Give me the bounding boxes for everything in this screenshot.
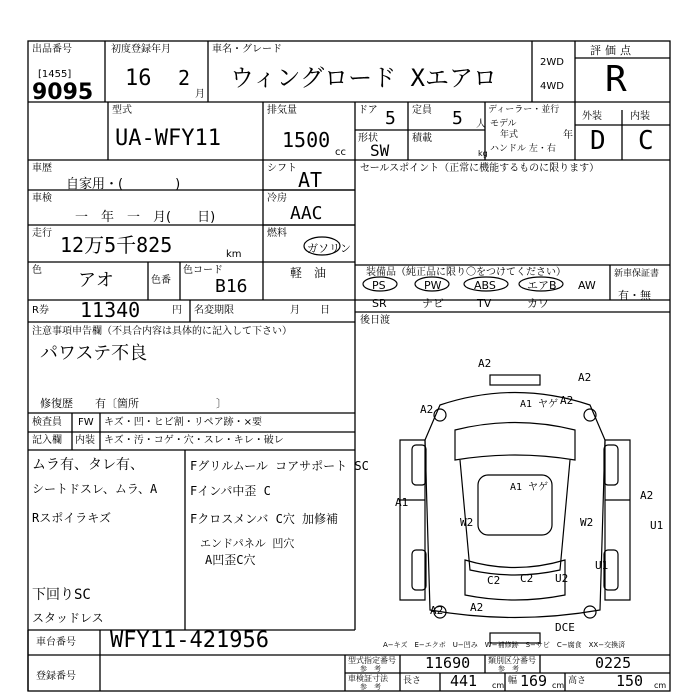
displacement-value: 1500 bbox=[282, 128, 331, 152]
inspector-label-2: 記入欄 bbox=[32, 435, 62, 446]
comment-right-4: エンドパネル 凹穴 bbox=[200, 537, 295, 550]
notes-value: パワステ不良 bbox=[40, 343, 148, 364]
diagram-legend: A−キズ E−エクボ U−凹み W−補修跡 S−サビ C−腐食 XX−交換済 bbox=[383, 641, 626, 649]
repair-label: 修復歴 有〔箇所 〕 bbox=[40, 397, 227, 410]
grade-value: R bbox=[605, 59, 627, 100]
car-diagram bbox=[400, 375, 630, 643]
category-ref: 参 考 bbox=[498, 665, 519, 673]
mark-a2-front-right: A2 bbox=[578, 371, 592, 384]
interior-value: C bbox=[638, 126, 654, 156]
sales-label: セールスポイント（正常に機能するものに限ります） bbox=[360, 163, 600, 174]
mark-u2-rear: U2 bbox=[555, 572, 569, 585]
ac-value: AAC bbox=[290, 203, 323, 224]
equip-abs: ABS bbox=[474, 279, 496, 292]
recycle-value: 11340 bbox=[80, 298, 141, 322]
bottom-left-1: 下回りSC bbox=[32, 587, 91, 603]
equip-pw: PW bbox=[424, 279, 442, 292]
warranty-value: 有・無 bbox=[618, 289, 651, 302]
ac-label: 冷房 bbox=[267, 193, 287, 204]
2wd: 2WD bbox=[540, 57, 564, 68]
aftermarket-label: 後日渡 bbox=[360, 315, 390, 326]
grade-label: 評価点 bbox=[590, 44, 635, 57]
mark-a1-hood: A1 ヤゲ bbox=[520, 399, 559, 410]
year-unit: 年 bbox=[563, 130, 573, 141]
height-label: 高さ bbox=[568, 676, 587, 686]
car-name-value: ウィングロード Xエアロ bbox=[230, 64, 497, 92]
handle-label: ハンドル 左・右 bbox=[490, 144, 556, 154]
car-name-label: 車名・グレード bbox=[212, 44, 282, 55]
mileage-value: 12万5千825 bbox=[60, 233, 173, 257]
comment-right-5: A凹歪C穴 bbox=[205, 553, 256, 567]
color-label: 色 bbox=[32, 265, 42, 276]
equip-aw: AW bbox=[578, 279, 596, 292]
person-unit: 人 bbox=[476, 119, 486, 130]
type-cert-value: 11690 bbox=[425, 654, 471, 672]
mark-a2-right-side: A2 bbox=[640, 489, 654, 502]
mark-a2-front-left: A2 bbox=[478, 357, 492, 370]
lot-label: 出品番号 bbox=[32, 44, 72, 55]
exterior-label: 外装 bbox=[582, 111, 602, 122]
mark-u1-right: U1 bbox=[650, 519, 664, 532]
comment-right-3: Fクロスメンバ C穴 加修補 bbox=[190, 512, 339, 526]
history-value: 自家用・( ) bbox=[66, 177, 181, 192]
history-label: 車歴 bbox=[32, 163, 52, 174]
color-code-value: B16 bbox=[215, 276, 248, 297]
mark-w2-right: W2 bbox=[580, 516, 594, 529]
chassis-label: 車台番号 bbox=[36, 637, 76, 648]
notes-label: 注意事項申告欄（不具合内容は具体的に記入して下さい） bbox=[32, 326, 292, 337]
kg-unit: kg bbox=[478, 149, 488, 158]
type-value: UA-WFY11 bbox=[115, 126, 221, 151]
mark-w2-left: W2 bbox=[460, 516, 474, 529]
width-cm: cm bbox=[552, 681, 565, 690]
type-cert-label: 型式指定番号 bbox=[348, 656, 396, 665]
fuel-alt: 軽 油 bbox=[290, 266, 327, 280]
color-value: アオ bbox=[78, 270, 114, 291]
height-value: 150 bbox=[616, 672, 644, 690]
width-value: 169 bbox=[520, 672, 548, 690]
inspector-label-1: 検査員 bbox=[32, 417, 62, 428]
recycle-label: R券 bbox=[32, 305, 49, 316]
inspection-value: 一 年 一 月( 日) bbox=[75, 210, 216, 225]
mark-c2-rear-left: C2 bbox=[487, 574, 501, 587]
equip-navi: ナビ bbox=[422, 297, 444, 310]
exterior-value: D bbox=[590, 126, 606, 156]
inspector-fw: FW bbox=[78, 417, 94, 428]
type-cert-ref: 参 考 bbox=[360, 665, 381, 673]
type-label: 型式 bbox=[112, 105, 132, 116]
equip-airbag: エアB bbox=[527, 279, 557, 292]
shift-label: シフト bbox=[267, 163, 297, 174]
shift-value: AT bbox=[298, 168, 323, 192]
inspector-row2: キズ・汚・コゲ・穴・スレ・キレ・破レ bbox=[104, 435, 284, 446]
lot-number: 9095 bbox=[32, 80, 94, 105]
mark-a1-left: A1 bbox=[395, 496, 409, 509]
comment-right-1: Fグリルムール コアサポート SC bbox=[190, 459, 369, 473]
mark-a2-rear: A2 bbox=[470, 601, 484, 614]
bottom-left-2: スタッドレス bbox=[32, 611, 104, 625]
first-reg-month: 2 bbox=[178, 66, 191, 90]
color-no-label: 色番 bbox=[151, 275, 171, 286]
model-year-label: モデル bbox=[490, 119, 517, 129]
equip-ps: PS bbox=[372, 279, 386, 292]
dims-ref: 参 考 bbox=[360, 683, 381, 691]
inspector-row1: キズ・凹・ヒビ割・リペア跡・×要 bbox=[104, 417, 262, 428]
comment-left-3: Rスポイラキズ bbox=[32, 511, 111, 525]
mark-dce: DCE bbox=[555, 621, 575, 634]
warranty-label: 新車保証書 bbox=[614, 269, 660, 279]
height-cm: cm bbox=[654, 681, 667, 690]
mark-c2-rear: C2 bbox=[520, 572, 534, 585]
equip-sr: SR bbox=[372, 297, 387, 310]
length-value: 441 bbox=[450, 672, 478, 690]
capacity-value: 5 bbox=[452, 108, 463, 129]
lot-small: [1455] bbox=[38, 69, 72, 80]
dims-label: 車検証寸法 bbox=[348, 674, 388, 683]
mark-a2-hood: A2 bbox=[560, 394, 574, 407]
category-label: 類別区分番号 bbox=[488, 656, 536, 665]
fuel-label: 燃料 bbox=[267, 228, 287, 239]
first-reg-label: 初度登録年月 bbox=[111, 44, 171, 55]
mark-a2-rear-left: A2 bbox=[430, 604, 444, 617]
name-change-value: 月 日 bbox=[290, 305, 330, 316]
category-value: 0225 bbox=[595, 654, 632, 672]
capacity-label: 定員 bbox=[412, 105, 432, 116]
door-value: 5 bbox=[385, 108, 396, 129]
dealer-label: ディーラー・並行 bbox=[488, 105, 560, 115]
4wd: 4WD bbox=[540, 81, 564, 92]
cc-unit: cc bbox=[335, 147, 346, 158]
mark-a1-roof: A1 ヤゲ bbox=[510, 482, 549, 493]
model-year-label2: 年式 bbox=[500, 130, 519, 140]
first-reg-year: 16 bbox=[125, 66, 152, 91]
comment-right-2: Fインパ中歪 C bbox=[190, 484, 271, 498]
length-label: 長さ bbox=[403, 676, 422, 686]
chassis-value: WFY11-421956 bbox=[110, 628, 269, 653]
fuel-value: ガソリン bbox=[307, 242, 351, 255]
comment-left-2: シートドスレ、ムラ、A bbox=[32, 482, 158, 496]
month-unit: 月 bbox=[195, 89, 205, 100]
yen-unit: 円 bbox=[172, 305, 182, 316]
inspector-interior: 内装 bbox=[75, 435, 95, 446]
mark-a2-left-fender: A2 bbox=[420, 403, 434, 416]
name-change-label: 名変期限 bbox=[194, 305, 234, 316]
equip-leather: カワ bbox=[527, 297, 549, 310]
interior-label: 内装 bbox=[630, 111, 650, 122]
mark-u1-rear-right: U1 bbox=[595, 559, 609, 572]
width-label: 幅 bbox=[508, 676, 518, 686]
displacement-label: 排気量 bbox=[267, 105, 297, 116]
reg-label: 登録番号 bbox=[36, 671, 76, 682]
inspection-label: 車検 bbox=[32, 193, 52, 204]
km-unit: km bbox=[226, 249, 242, 260]
mileage-label: 走行 bbox=[32, 228, 52, 239]
equip-tv: TV bbox=[477, 297, 492, 310]
length-cm: cm bbox=[492, 681, 505, 690]
comment-left-1: ムラ有、タレ有、 bbox=[32, 457, 144, 473]
shape-label: 形状 bbox=[358, 133, 378, 144]
door-label: ドア bbox=[358, 105, 378, 116]
color-code-label: 色コード bbox=[183, 265, 223, 276]
equipment-label: 装備品（純正品に限り〇をつけてください） bbox=[366, 267, 566, 278]
load-label: 積載 bbox=[412, 133, 432, 144]
shape-value: SW bbox=[370, 141, 390, 160]
